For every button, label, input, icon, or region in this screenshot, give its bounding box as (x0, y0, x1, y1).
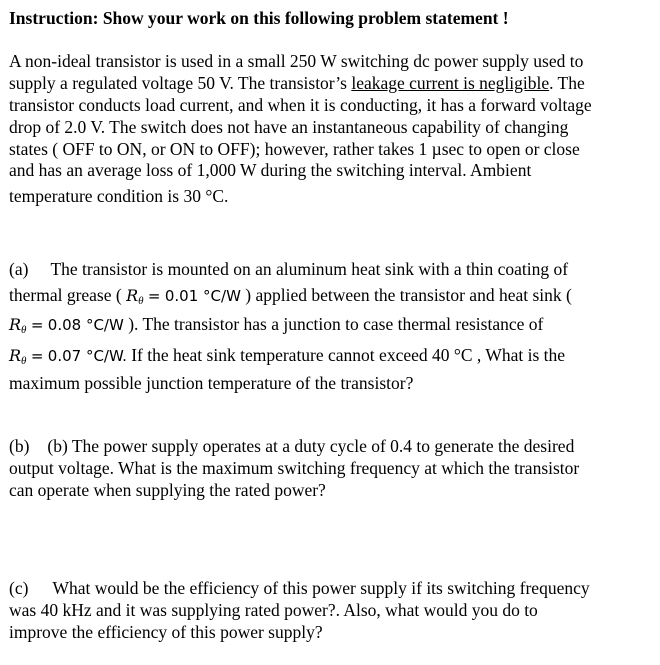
part-a-line-4: Rθ = 0.07 °C/W. If the heat sink temperature cannot exceed 40 °C , What is the (9, 345, 566, 367)
part-b-label: (b) (9, 436, 30, 456)
junction-case-resistance: 0.07 °C/W. (47, 347, 127, 365)
part-b-line-2: output voltage. What is the maximum switching frequency at which the transistor (9, 458, 580, 478)
part-c-label: (c) (9, 578, 29, 598)
grease-resistance: 0.01 °C/W (164, 287, 241, 305)
instruction-label: Instruction: (9, 8, 99, 28)
part-a-label: (a) (9, 259, 29, 279)
intro-line-1: A non-ideal transistor is used in a small 250 W switching dc power supply used to (9, 51, 584, 71)
intro-line-7: temperature condition is 30 °C. (9, 186, 229, 206)
intro-line-3: transistor conducts load current, and when it is conducting, it has a forward voltage (9, 95, 592, 115)
part-b-line-1: (b) (b) The power supply operates at a duty cycle of 0.4 to generate the desired (9, 436, 575, 456)
part-c-line-2: was 40 kHz and it was supplying rated power?. Also, what would you do to (9, 600, 538, 620)
part-a-line-2: thermal grease ( Rθ = 0.01 °C/W ) applied between the transistor and heat sink ( (9, 285, 572, 307)
intro-line-5: states ( OFF to ON, or ON to OFF); however, rather takes 1 µsec to open or close (9, 139, 580, 159)
part-a-line-3: Rθ = 0.08 °C/W ). The transistor has a junction to case thermal resistance of (9, 314, 544, 336)
instruction-text: Show your work on this following problem statement ! (102, 8, 509, 28)
part-a-line-5: maximum possible junction temperature of the transistor? (9, 373, 414, 393)
part-b-line-3: can operate when supplying the rated power? (9, 480, 326, 500)
part-c-line-1: (c) What would be the efficiency of this power supply if its switching frequency (9, 578, 590, 598)
r-theta-symbol: R (126, 286, 139, 305)
instruction-line (9, 8, 509, 28)
intro-line-2: supply a regulated voltage 50 V. The transistor’s leakage current is negligible. The (9, 73, 585, 93)
intro-line-4: drop of 2.0 V. The switch does not have an instantaneous capability of changing (9, 117, 569, 137)
r-theta-symbol: R (9, 315, 22, 334)
underlined-phrase: leakage current is negligible (351, 73, 550, 93)
intro-line-6: and has an average loss of 1,000 W during the switching interval. Ambient (9, 160, 532, 180)
heatsink-resistance: 0.08 °C/W (47, 316, 124, 334)
r-theta-symbol: R (9, 346, 22, 365)
part-c-line-3: improve the efficiency of this power supply? (9, 622, 323, 642)
part-a-line-1: (a) The transistor is mounted on an aluminum heat sink with a thin coating of (9, 259, 569, 279)
